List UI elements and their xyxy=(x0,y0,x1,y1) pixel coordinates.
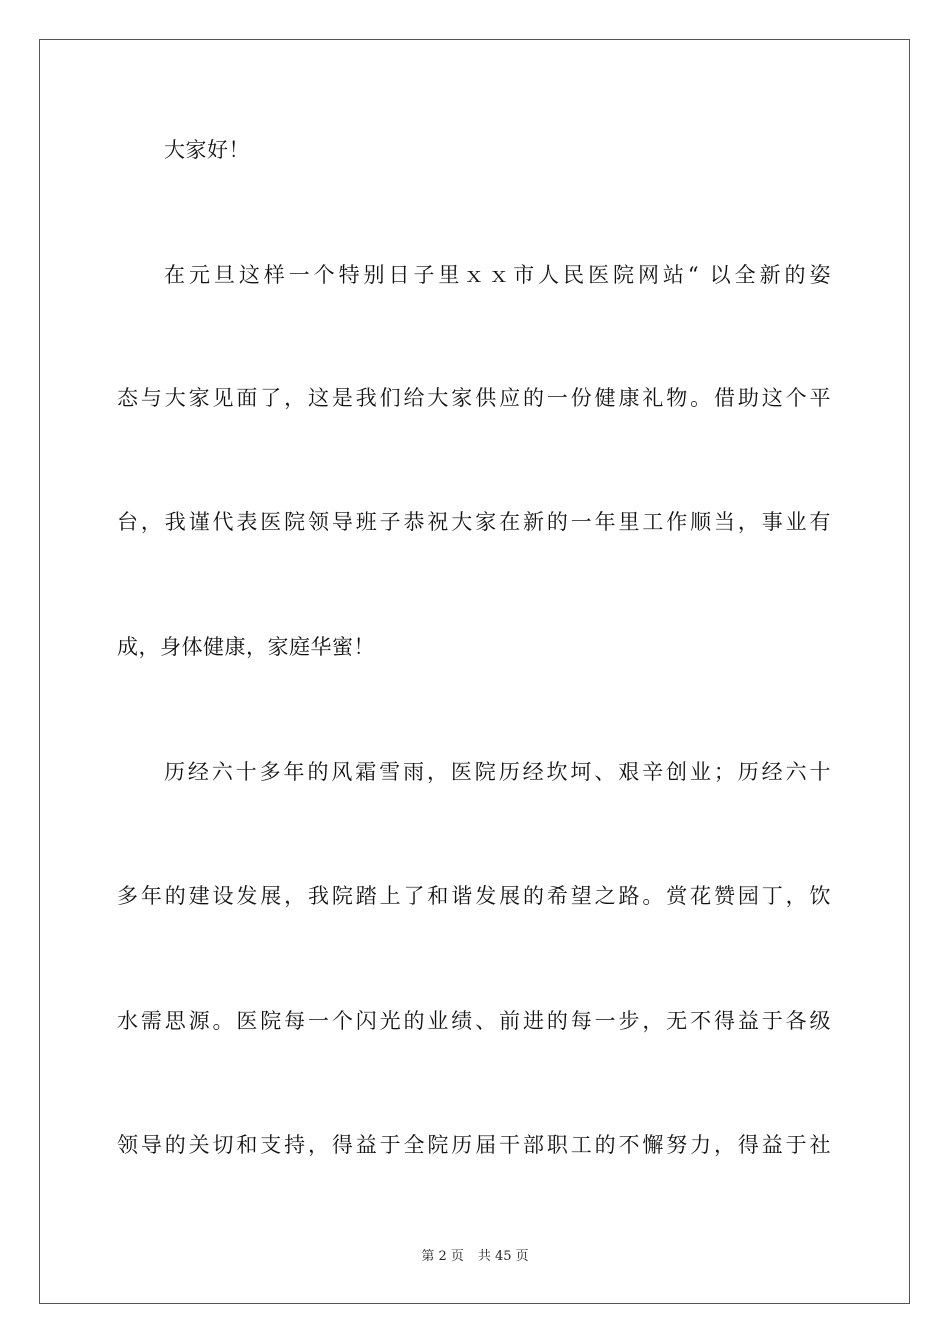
text-line: 领导的关切和支持，得益于全院历届干部职工的不懈努力，得益于社 xyxy=(117,1133,831,1157)
page-total: 共 45 页 xyxy=(477,1249,529,1264)
text-line: 历经六十多年的风霜雪雨，医院历经坎坷、艰辛创业；历经六十 xyxy=(164,760,831,784)
text-line: 成，身体健康，家庭华蜜！ xyxy=(117,635,375,659)
text-line: 多年的建设发展，我院踏上了和谐发展的希望之路。赏花赞园丁，饮 xyxy=(117,884,831,908)
text-line: 态与大家见面了，这是我们给大家供应的一份健康礼物。借助这个平 xyxy=(117,386,831,410)
text-line: 水需思源。医院每一个闪光的业绩、前进的每一步，无不得益于各级 xyxy=(117,1009,831,1033)
page-footer xyxy=(0,1248,950,1266)
page-frame xyxy=(39,39,910,1304)
text-line: 在元旦这样一个特别日子里ｘｘ市人民医院网站“ 以全新的姿 xyxy=(164,263,831,287)
page-number: 第 2 页 xyxy=(421,1249,464,1264)
text-line: 大家好！ xyxy=(164,138,250,162)
text-line: 台，我谨代表医院领导班子恭祝大家在新的一年里工作顺当，事业有 xyxy=(117,510,831,534)
